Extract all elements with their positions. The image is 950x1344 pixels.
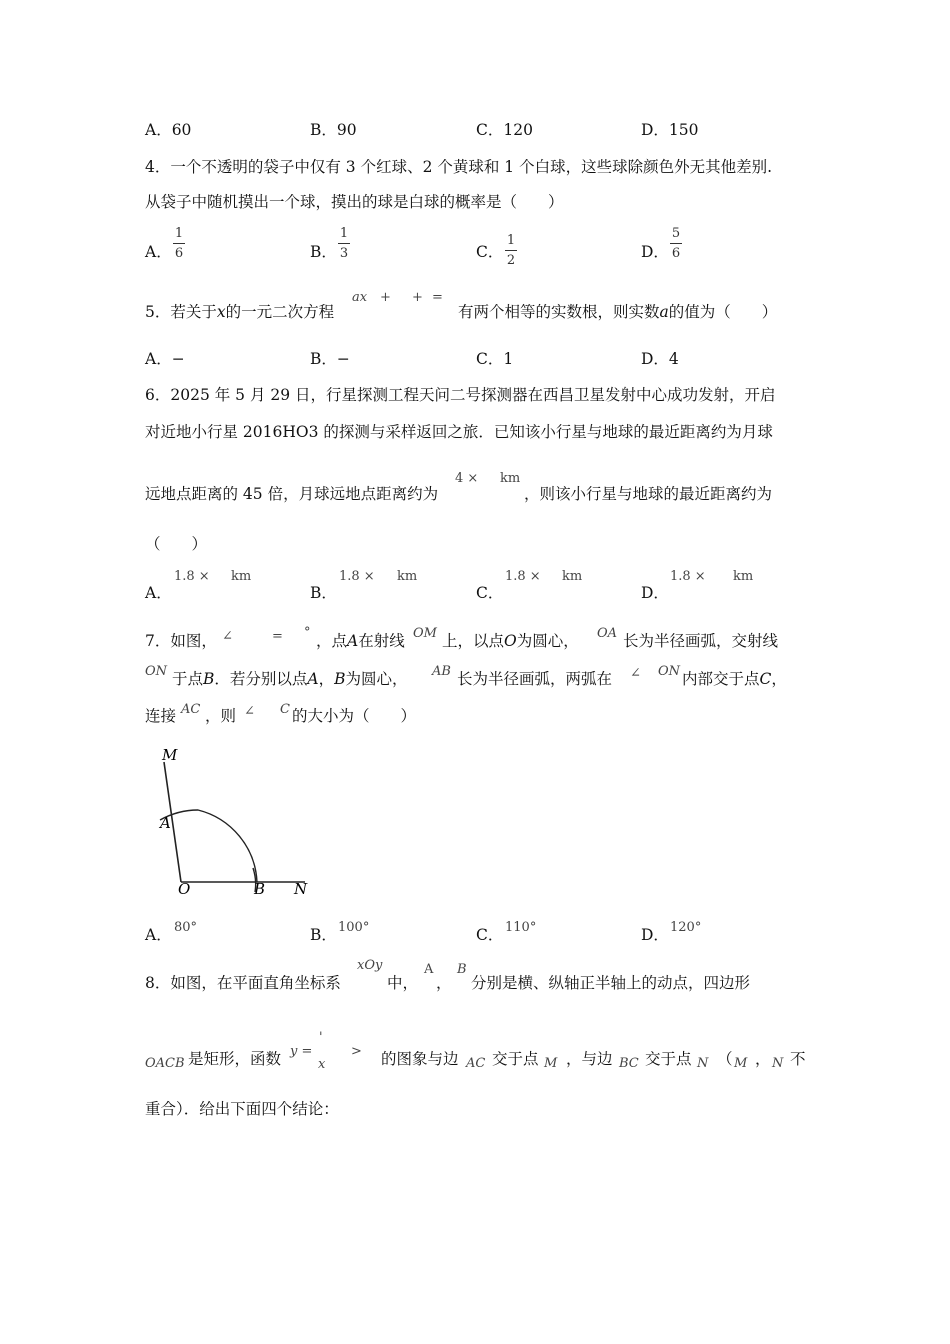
q6-distance-value: 4 × [455, 471, 479, 486]
q8-greater-than: > [351, 1044, 362, 1059]
q6-option-a-value: 1.8 × [174, 569, 210, 584]
q8-line-2-b: 的图象与边 [381, 1050, 459, 1068]
arc-ab [160, 810, 257, 882]
q4-option-d-fraction: 5 6 [671, 226, 681, 261]
q8-m-2: M [734, 1056, 748, 1071]
q7-line-3-c: 的大小为（ ） [292, 707, 417, 725]
q6-line-3b: ，则该小行星与地球的最近距离约为 [524, 485, 773, 503]
q6-option-b-unit: km [397, 569, 418, 584]
q8-point-b: B [457, 962, 467, 977]
q6-distance-unit: km [500, 471, 521, 486]
q4-option-c: C． [476, 243, 504, 261]
label-o: O [178, 880, 191, 898]
q5-equation-equals: = [432, 290, 443, 305]
q6-option-c-unit: km [562, 569, 583, 584]
q8-line-2-h: 不 [790, 1050, 806, 1068]
q6-option-c-value: 1.8 × [505, 569, 541, 584]
q7-option-b-value: 100° [338, 920, 370, 935]
q6-option-b: B． [310, 584, 337, 602]
q7-line-2-c: 内部交于点C， [682, 670, 787, 688]
q3-option-c: C．120 [476, 121, 533, 139]
q3-option-a: A．60 [145, 121, 192, 139]
q4-option-b-fraction: 1 3 [339, 226, 349, 261]
q7-line-2-b: 长为半径画弧，两弧在 [457, 670, 613, 688]
q6-option-c: C． [476, 584, 504, 602]
q8-m: M [544, 1056, 558, 1071]
q8-fraction-denominator: x [318, 1057, 326, 1072]
q8-line-1-c: 分别是横、纵轴正半轴上的动点，四边形 [471, 974, 751, 992]
q7-option-d: D． [641, 926, 669, 944]
q8-ac: AC [466, 1056, 486, 1071]
q5-equation-plus-2: + [412, 290, 423, 305]
q5-stem-tail: 有两个相等的实数根，则实数a的值为（ ） [458, 303, 778, 321]
q7-figure [150, 740, 320, 900]
q6-option-d: D． [641, 584, 669, 602]
q5-option-d: D．4 [641, 350, 679, 368]
q4-option-b: B． [310, 243, 337, 261]
q7-ab: AB [432, 664, 451, 679]
q7-line-1-start: 7．如图， [145, 632, 217, 650]
q7-angle-c: C [280, 702, 290, 717]
q6-option-a: A． [145, 584, 172, 602]
q8-line-2-f: （ [717, 1050, 733, 1068]
q6-option-a-unit: km [231, 569, 252, 584]
q5-equation-ax: ax [352, 290, 368, 305]
q8-line-2-a: 是矩形，函数 [188, 1050, 282, 1068]
q7-angle-on: ON [658, 664, 681, 679]
q4-option-a-fraction: 1 6 [174, 226, 184, 261]
q7-oa: OA [597, 626, 618, 641]
q7-line-1-end: 长为半径画弧，交射线 [623, 632, 779, 650]
q8-comma: ， [436, 974, 452, 992]
q7-option-c-value: 110° [505, 920, 537, 935]
q8-bc: BC [619, 1056, 639, 1071]
q7-om: OM [413, 626, 437, 641]
q6-line-3a: 远地点距离的 45 倍，月球远地点距离约为 [145, 485, 439, 503]
q6-option-d-unit: km [733, 569, 754, 584]
q5-option-b: B．− [310, 350, 350, 368]
q6-line-1: 6．2025 年 5 月 29 日，行星探测工程天问二号探测器在西昌卫星发射中心成功发射，开启 [145, 386, 776, 404]
q7-option-a: A． [145, 926, 172, 944]
q7-angle-symbol-1: ∠ [222, 629, 233, 644]
q7-angle-symbol-2: ∠ [630, 666, 641, 681]
q7-line-1-mid: ，点A在射线 [316, 632, 405, 650]
q7-option-d-value: 120° [670, 920, 702, 935]
q8-line-2-g: ， [755, 1050, 771, 1068]
q8-n-2: N [772, 1056, 784, 1071]
q8-line-1-a: 8．如图，在平面直角坐标系 [145, 974, 341, 992]
q7-equals: = [272, 629, 283, 644]
q8-line-2-d: ，与边 [566, 1050, 613, 1068]
label-m: M [162, 746, 178, 764]
q4-line-1: 4．一个不透明的袋子中仅有 3 个红球、2 个黄球和 1 个白球，这些球除颜色外无其他差别. [145, 158, 773, 176]
q7-line-3-a: 连接 [145, 707, 177, 725]
q8-xoy: xOy [357, 958, 383, 973]
q4-option-d: D． [641, 243, 669, 261]
q7-option-a-value: 80° [174, 920, 198, 935]
q7-line-2-a: 于点B．若分别以点A，B为圆心， [172, 670, 408, 688]
q8-point-a: A [424, 962, 434, 977]
q4-option-a: A． [145, 243, 172, 261]
q7-on: ON [145, 664, 168, 679]
q6-line-2: 对近地小行星 2016HO3 的探测与采样返回之旅．已知该小行星与地球的最近距离约为月球 [145, 423, 773, 441]
q8-y-equals: y = [290, 1044, 313, 1059]
q5-stem: 5．若关于x的一元二次方程 [145, 303, 335, 321]
q8-line-1-b: 中， [387, 974, 419, 992]
q8-oacb: OACB [145, 1056, 185, 1071]
q8-line-3: 重合）．给出下面四个结论： [145, 1100, 339, 1118]
q8-n: N [697, 1056, 709, 1071]
q6-line-4: （ ） [145, 535, 208, 553]
label-a: A [160, 814, 171, 832]
q6-option-d-value: 1.8 × [670, 569, 706, 584]
q7-option-b: B． [310, 926, 337, 944]
q4-option-c-fraction: 1 2 [506, 233, 516, 268]
q7-option-c: C． [476, 926, 504, 944]
q5-option-c: C．1 [476, 350, 514, 368]
q7-angle-symbol-3: ∠ [244, 704, 255, 719]
q4-line-2: 从袋子中随机摸出一个球，摸出的球是白球的概率是（ ） [145, 193, 564, 211]
q8-line-2-c: 交于点 [492, 1050, 539, 1068]
q7-ac: AC [181, 702, 201, 717]
label-b: B [254, 880, 266, 898]
q5-equation-plus-1: + [380, 290, 391, 305]
q8-line-2-e: 交于点 [645, 1050, 692, 1068]
q3-option-d: D．150 [641, 121, 699, 139]
q3-option-b: B．90 [310, 121, 357, 139]
q7-line-3-b: ，则 [205, 707, 237, 725]
q7-degree: ° [304, 625, 311, 640]
q8-fraction-numerator: ' [319, 1030, 323, 1045]
label-n: N [294, 880, 308, 898]
q6-option-b-value: 1.8 × [339, 569, 375, 584]
q5-option-a: A．− [145, 350, 185, 368]
q7-line-1-mid2: 上，以点O为圆心， [442, 632, 579, 650]
